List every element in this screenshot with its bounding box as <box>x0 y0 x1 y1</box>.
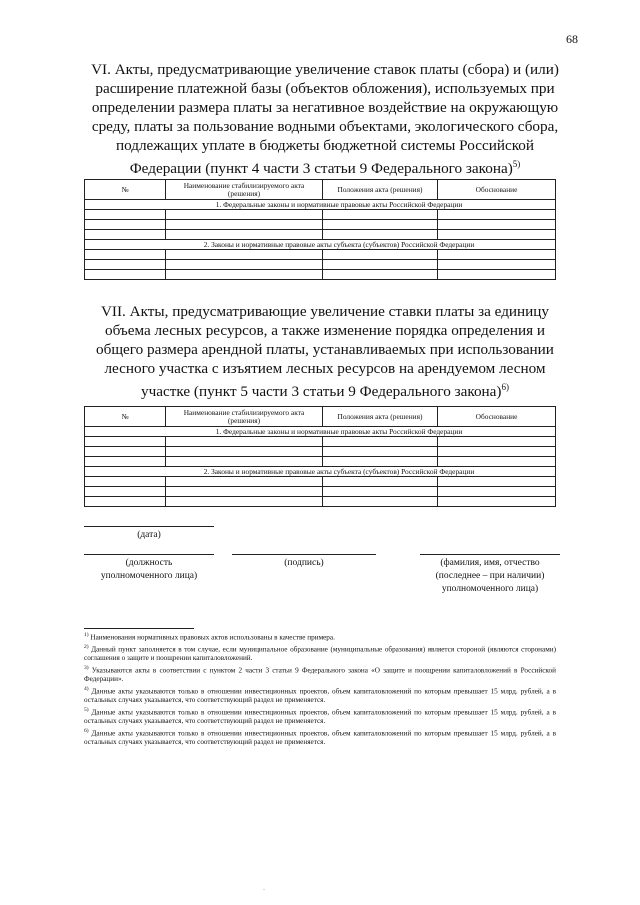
table-row <box>85 457 556 467</box>
table-cell[interactable] <box>166 210 323 220</box>
footnotes <box>84 631 556 748</box>
position-label-line1: (должность <box>125 558 173 568</box>
header-act-provisions: Положения акта (решения) <box>323 407 438 427</box>
table-cell[interactable] <box>323 447 438 457</box>
table-cell[interactable] <box>438 447 556 457</box>
table-cell[interactable] <box>438 497 556 507</box>
full-name-line[interactable] <box>420 554 560 555</box>
table-cell[interactable] <box>85 457 166 467</box>
footnote-text: Данные акты указываются только в отношении инвестиционных проектов, объем капиталовложений по которым превышает 15 млрд. рублей, а в остальных случаях указывается, что соответствующий раздел не применяется. <box>84 708 556 725</box>
table-cell[interactable] <box>438 487 556 497</box>
group-row-regional <box>85 467 556 477</box>
footnote-mark: 5) <box>84 706 89 713</box>
position-line[interactable] <box>84 554 214 555</box>
table-cell[interactable] <box>323 270 438 280</box>
table-row <box>85 220 556 230</box>
section-6-title-text: VI. Акты, предусматривающие увеличение ставок платы (сбора) и (или) расширение платежной базы (объектов обложения), используемых при определении размера платы за негативное воздействие на окружающую среду, платы за пользование водными объектами, экологического сбора, подлежащих уплате в бюджеты бюджетной системы Российской Федерации (пункт 4 части 3 статьи 9 Федерального закона) <box>91 61 559 178</box>
table-cell[interactable] <box>166 230 323 240</box>
table-row <box>85 447 556 457</box>
table-cell[interactable] <box>438 270 556 280</box>
table-row <box>85 437 556 447</box>
table-cell[interactable] <box>166 220 323 230</box>
footnote-mark: 2) <box>84 644 89 651</box>
table-cell[interactable] <box>438 250 556 260</box>
table-row <box>85 260 556 270</box>
table-cell[interactable] <box>166 260 323 270</box>
table-row <box>85 210 556 220</box>
table-cell[interactable] <box>323 477 438 487</box>
full-name-label <box>412 557 568 596</box>
table-cell[interactable] <box>323 220 438 230</box>
group-label: 2. Законы и нормативные правовые акты субъекта (субъектов) Российской Федерации <box>85 467 556 477</box>
table-cell[interactable] <box>323 230 438 240</box>
table-cell[interactable] <box>166 477 323 487</box>
scan-mark: . <box>263 883 265 892</box>
page-number: 68 <box>566 32 578 46</box>
table-cell[interactable] <box>323 210 438 220</box>
footnote <box>84 664 556 684</box>
table-cell[interactable] <box>85 250 166 260</box>
table-row <box>85 230 556 240</box>
table-cell[interactable] <box>438 220 556 230</box>
table-cell[interactable] <box>85 497 166 507</box>
group-label: 1. Федеральные законы и нормативные правовые акты Российской Федерации <box>85 200 556 210</box>
group-row-federal <box>85 200 556 210</box>
table-cell[interactable] <box>438 457 556 467</box>
section-6-table <box>84 179 556 280</box>
footnote-divider <box>84 628 194 629</box>
table-row <box>85 270 556 280</box>
table-cell[interactable] <box>323 250 438 260</box>
section-7-title <box>80 302 570 401</box>
header-justification: Обоснование <box>438 180 556 200</box>
table-cell[interactable] <box>85 437 166 447</box>
footnote-text: Данные акты указываются только в отношении инвестиционных проектов, объем капиталовложений по которым превышает 15 млрд. рублей, а в остальных случаях указывается, что соответствующий раздел не применяется. <box>84 687 556 705</box>
header-act-name: Наименование стабилизируемого акта (решения) <box>166 180 323 200</box>
table-cell[interactable] <box>166 447 323 457</box>
header-act-name: Наименование стабилизируемого акта (решения) <box>166 407 323 427</box>
footnote <box>84 643 556 663</box>
table-cell[interactable] <box>438 437 556 447</box>
table-cell[interactable] <box>323 497 438 507</box>
section-6-title <box>80 60 570 178</box>
full-name-label-line1: (фамилия, имя, отчество <box>440 558 540 568</box>
footnote-mark: 1) <box>84 632 89 638</box>
table-cell[interactable] <box>166 250 323 260</box>
group-label: 1. Федеральные законы и нормативные правовые акты Российской Федерации <box>85 427 556 437</box>
footnote-mark: 6) <box>84 727 89 734</box>
footnote-mark: 4) <box>84 686 89 693</box>
full-name-label-line2: (последнее – при наличии) <box>435 571 545 581</box>
table-header-row <box>85 180 556 200</box>
table-cell[interactable] <box>85 210 166 220</box>
section-6-footnote-ref: 5) <box>512 159 521 169</box>
footnote-text: Указываются акты в соответствии с пунктом 2 части 3 статьи 9 Федерального закона «О защите и поощрении капиталовложений в Российской Федерации». <box>84 666 556 684</box>
date-label: (дата) <box>137 530 161 540</box>
table-row <box>85 477 556 487</box>
position-label-line2: уполномоченного лица) <box>100 571 198 581</box>
table-header-row <box>85 407 556 427</box>
position-label <box>78 557 220 583</box>
footnote-text: Данные акты указываются только в отношении инвестиционных проектов, объем капиталовложений по которым превышает 15 млрд. рублей, а в остальных случаях указывается, что соответствующий раздел не применяется. <box>84 729 556 746</box>
section-7-footnote-ref: 6) <box>501 382 509 392</box>
table-cell[interactable] <box>166 457 323 467</box>
footnote-text: Данный пункт заполняется в том случае, если муниципальное образование (муниципальные образования) является стороной (являются сторонами) соглашения о защите и поощрении капиталовложений. <box>84 645 556 663</box>
group-row-federal <box>85 427 556 437</box>
table-row <box>85 487 556 497</box>
table-cell[interactable] <box>438 477 556 487</box>
table-cell[interactable] <box>85 230 166 240</box>
header-number: № <box>85 180 166 200</box>
table-cell[interactable] <box>323 487 438 497</box>
group-label: 2. Законы и нормативные правовые акты субъекта (субъектов) Российской Федерации <box>85 240 556 250</box>
footnote <box>84 706 556 726</box>
table-cell[interactable] <box>85 260 166 270</box>
footnote-text: Наименования нормативных правовых актов использованы в качестве примера. <box>90 633 335 642</box>
header-justification: Обоснование <box>438 407 556 427</box>
section-7-table <box>84 406 556 507</box>
table-cell[interactable] <box>85 220 166 230</box>
signature-line[interactable] <box>232 554 376 555</box>
table-cell[interactable] <box>85 447 166 457</box>
table-row <box>85 497 556 507</box>
group-row-regional <box>85 240 556 250</box>
table-cell[interactable] <box>85 477 166 487</box>
table-row <box>85 250 556 260</box>
table-cell[interactable] <box>166 487 323 497</box>
footnote <box>84 727 556 747</box>
table-cell[interactable] <box>166 497 323 507</box>
table-cell[interactable] <box>323 457 438 467</box>
table-cell[interactable] <box>323 260 438 270</box>
table-cell[interactable] <box>85 487 166 497</box>
table-cell[interactable] <box>438 260 556 270</box>
footnote-mark: 3) <box>84 665 89 672</box>
signature-label: (подпись) <box>284 558 324 568</box>
table-cell[interactable] <box>323 437 438 447</box>
table-cell[interactable] <box>166 437 323 447</box>
table-cell[interactable] <box>166 270 323 280</box>
date-line[interactable] <box>84 526 214 527</box>
footnote <box>84 685 556 705</box>
table-cell[interactable] <box>438 210 556 220</box>
header-number: № <box>85 407 166 427</box>
section-7-title-text: VII. Акты, предусматривающие увеличение ставки платы за единицу объема лесных ресурсов, а также изменение порядка определения и общего размера арендной платы, устанавливаемых при использовании лесного участка с изъятием лесных ресурсов на арендуемом лесном участке (пункт 5 части 3 статьи 9 Федерального закона) <box>96 303 554 401</box>
footnote <box>84 631 556 642</box>
full-name-label-line3: уполномоченного лица) <box>441 584 539 594</box>
table-cell[interactable] <box>85 270 166 280</box>
header-act-provisions: Положения акта (решения) <box>323 180 438 200</box>
table-cell[interactable] <box>438 230 556 240</box>
